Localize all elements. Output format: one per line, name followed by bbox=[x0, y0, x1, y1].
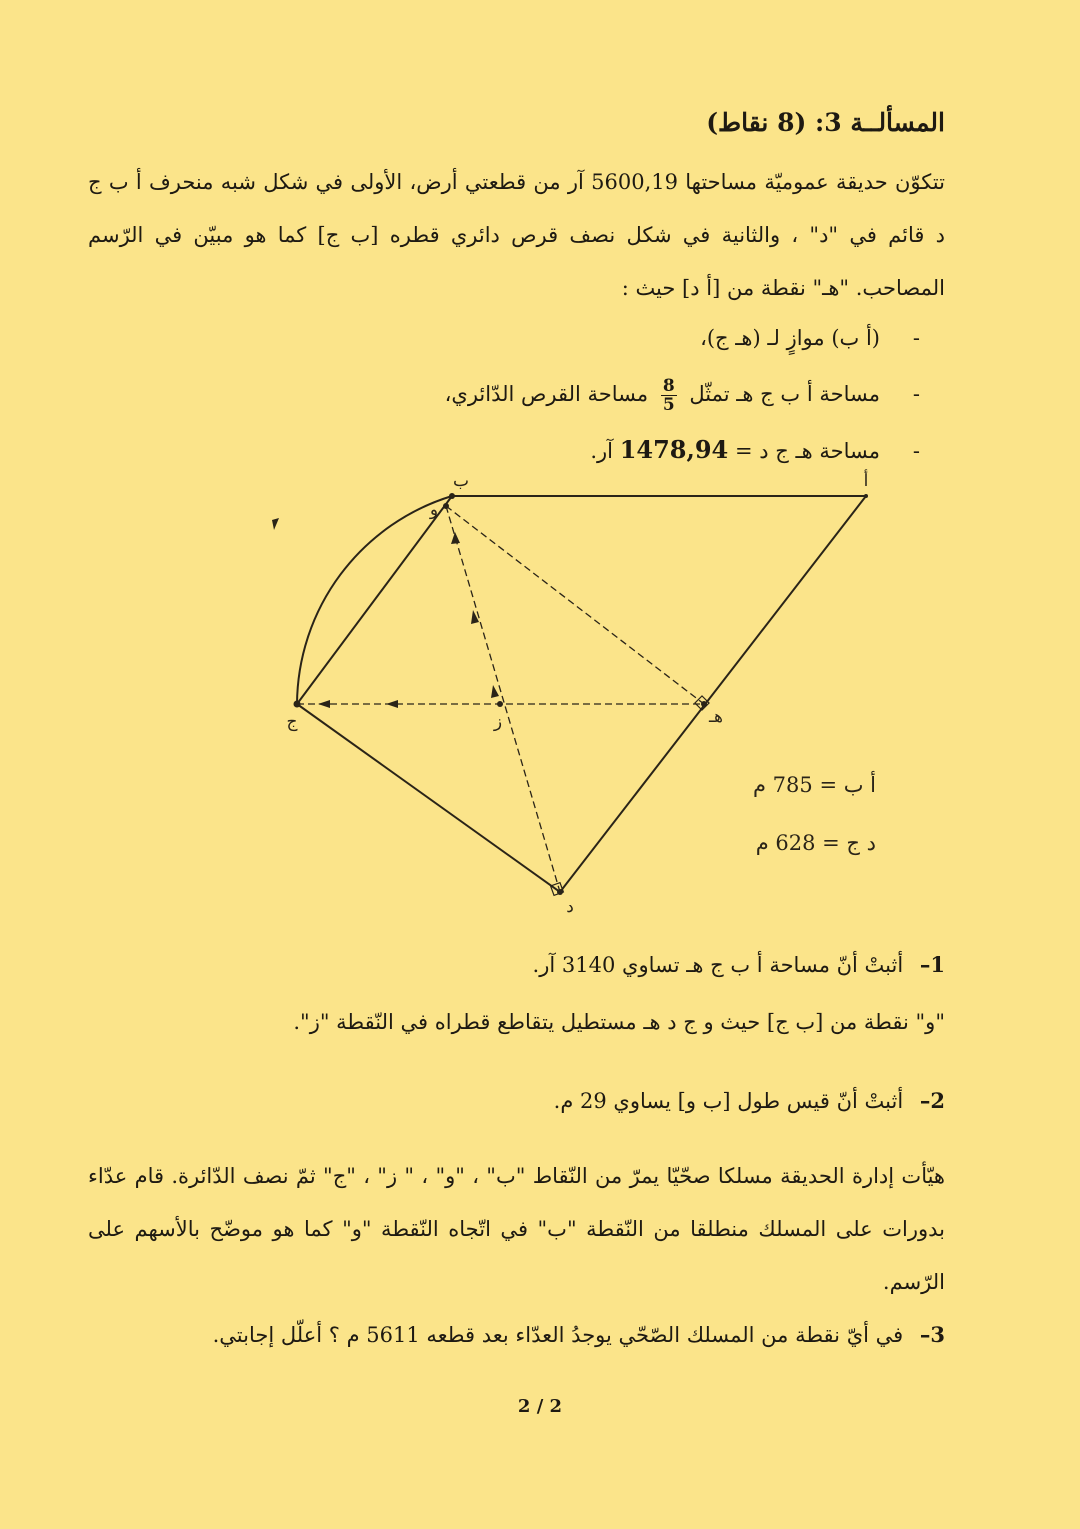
question-1-text: أثبتْ أنّ مساحة أ ب ج هـ تساوي 3140 آر. bbox=[532, 953, 904, 977]
condition-1: -(أ ب) موازٍ لـ (هـ ج)، bbox=[700, 326, 920, 350]
note-point-w: "و" نقطة من [ب ج] حيث و ج د هـ مستطيل يتقاطع قطراه في النّقطة "ز". bbox=[293, 1010, 945, 1034]
problem-title bbox=[706, 108, 945, 137]
problem-label: المسألــة 3: bbox=[815, 108, 945, 137]
segment-wh bbox=[446, 506, 704, 704]
condition-3-value: 1478,94 bbox=[619, 435, 729, 464]
label-a: أ bbox=[863, 471, 869, 491]
condition-1-text: (أ ب) موازٍ لـ (هـ ج)، bbox=[700, 326, 880, 350]
question-2-text: أثبتْ أنّ قيس طول [ب و] يساوي 29 م. bbox=[553, 1089, 904, 1113]
label-h: هـ bbox=[709, 707, 723, 727]
arrow-zj bbox=[386, 700, 398, 708]
label-w: و bbox=[429, 500, 439, 520]
measure-dj: د ج = 628 م bbox=[755, 831, 876, 855]
condition-2-start: مساحة أ ب ج هـ تمثّل bbox=[689, 382, 880, 406]
question-2-number: 2– bbox=[919, 1088, 945, 1113]
intro-paragraph: تتكوّن حديقة عموميّة مساحتها 5600,19 آر من قطعتي أرض، الأولى في شكل شبه منحرف أ ب ج د قائم في "د" ، والثانية في شكل نصف قرص دائري قطره [ب ج] كما هو مبيّن في الرّسم المصاحب. "هـ" نقطة من [أ د] حيث : bbox=[88, 170, 945, 300]
arrow-bw-1 bbox=[451, 532, 460, 544]
segment-bj bbox=[297, 496, 452, 704]
label-j: ج bbox=[286, 712, 298, 732]
geometry-figure bbox=[0, 460, 1080, 930]
question-2 bbox=[554, 1088, 945, 1113]
problem-points: (8 نقاط) bbox=[706, 108, 807, 137]
segment-dj bbox=[297, 704, 560, 892]
question-3-text: في أيّ نقطة من المسلك الصّحّي يوجدُ العدّاء بعد قطعه 5611 م ؟ أعلّل إجابتي. bbox=[212, 1323, 904, 1347]
track-paragraph: هيّأت إدارة الحديقة مسلكا صحّيّا يمرّ من النّقاط "ب" ، "و" ، " ز" ، "ج" ثمّ نصف الدّائرة. قام عدّاء بدورات على المسلك منطلقا من النّقطة "ب" في اتّجاه النّقطة "و" كما هو موضّح بالأسهم على الرّسم. bbox=[88, 1164, 945, 1294]
measure-ab: أ ب = 785 م bbox=[752, 773, 876, 797]
question-1-number: 1– bbox=[919, 952, 945, 977]
label-z: ز bbox=[493, 712, 503, 732]
question-3 bbox=[213, 1322, 945, 1347]
arrow-jz-2 bbox=[318, 700, 330, 708]
condition-3-start: مساحة هـ ج د = bbox=[734, 439, 880, 463]
fraction-denominator: 5 bbox=[662, 395, 675, 415]
label-d: د bbox=[566, 897, 574, 917]
condition-3-end: آر. bbox=[590, 439, 613, 463]
label-b: ب bbox=[452, 471, 470, 491]
fraction-numerator: 8 bbox=[662, 376, 675, 396]
question-3-number: 3– bbox=[919, 1322, 945, 1347]
condition-2: -مساحة أ ب ج هـ تمثّل $\frac{8}{5}$ مساحة القرص الدّائري، bbox=[444, 376, 920, 415]
arrow-wz-2 bbox=[491, 685, 499, 698]
condition-2-end: مساحة القرص الدّائري، bbox=[444, 382, 649, 406]
question-1 bbox=[533, 952, 945, 977]
page-number: 2 / 2 bbox=[517, 1396, 563, 1417]
segment-wd bbox=[446, 506, 560, 892]
arrow-arc bbox=[272, 518, 279, 530]
fraction bbox=[661, 377, 677, 414]
condition-3: -مساحة هـ ج د = 1478,94 آر. bbox=[590, 435, 920, 464]
